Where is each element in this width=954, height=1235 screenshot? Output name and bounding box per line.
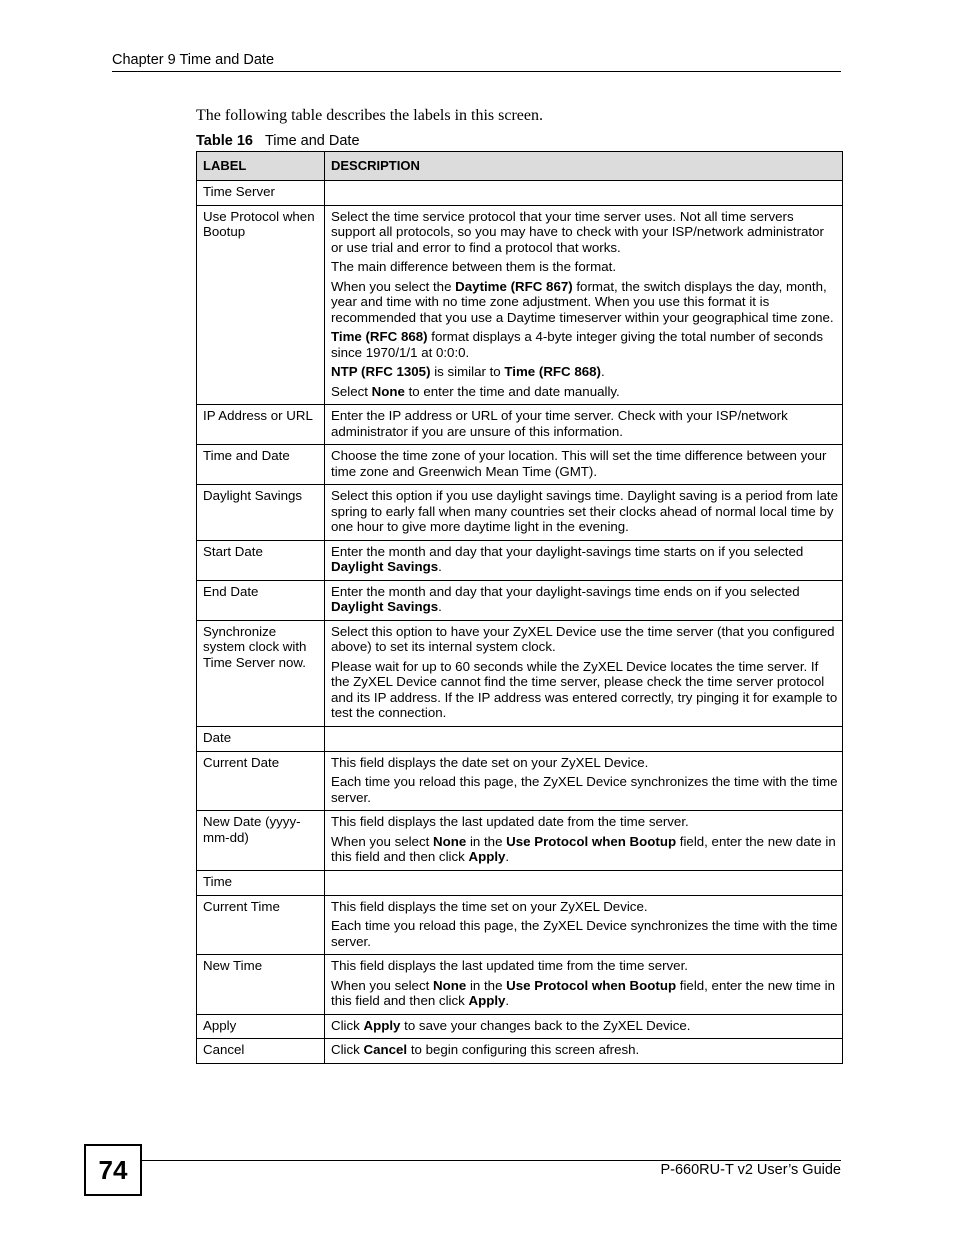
table-row bbox=[197, 1014, 843, 1039]
description-paragraph: This field displays the time set on your ZyXEL Device. bbox=[331, 898, 648, 914]
row-label: New Date (yyyy-mm-dd) bbox=[197, 811, 325, 871]
description-paragraph: Select None to enter the time and date manually. bbox=[331, 383, 620, 399]
intro-paragraph: The following table describes the labels in this screen. bbox=[196, 107, 544, 124]
row-label: Time bbox=[197, 870, 325, 895]
table-row bbox=[197, 955, 843, 1015]
row-description bbox=[325, 955, 843, 1015]
page-number: 74 bbox=[84, 1144, 142, 1196]
table-row bbox=[197, 180, 843, 205]
row-description bbox=[325, 580, 843, 620]
description-paragraph: Enter the month and day that your daylight-savings time ends on if you selected Daylight Savings. bbox=[331, 583, 800, 614]
row-description bbox=[325, 895, 843, 955]
description-paragraph: Enter the IP address or URL of your time server. Check with your ISP/network administrator if you are unsure of this information. bbox=[331, 408, 788, 439]
header-divider bbox=[112, 71, 841, 72]
row-label: Date bbox=[197, 726, 325, 751]
description-paragraph: This field displays the last updated time from the time server. bbox=[331, 958, 688, 973]
description-paragraph: Select the time service protocol that your time server uses. Not all time servers support all protocols, so you may have to check with your ISP/network administrator or use trial and error to find a protocol that works. bbox=[331, 208, 824, 255]
description-paragraph: When you select the Daytime (RFC 867) format, the switch displays the day, month, year and time with no time zone adjustment. When you use this format it is recommended that you use a Daytime timeserver within your geographical time zone. bbox=[331, 278, 834, 325]
description-paragraph: NTP (RFC 1305) is similar to Time (RFC 868). bbox=[331, 364, 605, 379]
table-row bbox=[197, 485, 843, 541]
row-label: Current Time bbox=[197, 895, 325, 955]
description-paragraph: Select this option to have your ZyXEL Device use the time server (that you configured above) to set its internal system clock. bbox=[331, 623, 835, 654]
footer-divider bbox=[140, 1160, 841, 1161]
row-description bbox=[325, 540, 843, 580]
table-row bbox=[197, 811, 843, 871]
table-row bbox=[197, 445, 843, 485]
table-title: Time and Date bbox=[264, 133, 360, 149]
table-row bbox=[197, 540, 843, 580]
table-header-row bbox=[197, 152, 843, 181]
label-column-header: LABEL bbox=[197, 152, 325, 181]
row-label: Cancel bbox=[197, 1039, 325, 1064]
row-description bbox=[325, 1039, 843, 1064]
row-label: Time and Date bbox=[197, 445, 325, 485]
description-paragraph: When you select None in the Use Protocol when Bootup field, enter the new date in this field and then click Apply. bbox=[331, 833, 836, 864]
row-description bbox=[325, 751, 843, 811]
time-date-table bbox=[196, 151, 843, 1064]
guide-title: P-660RU-T v2 User’s Guide bbox=[660, 1162, 841, 1178]
table-row bbox=[197, 580, 843, 620]
row-description bbox=[325, 485, 843, 541]
table-row bbox=[197, 870, 843, 895]
row-description bbox=[325, 405, 843, 445]
table-row bbox=[197, 405, 843, 445]
row-label: New Time bbox=[197, 955, 325, 1015]
description-paragraph: Click Cancel to begin configuring this screen afresh. bbox=[331, 1042, 640, 1057]
row-label: Time Server bbox=[197, 180, 325, 205]
description-paragraph: Choose the time zone of your location. This will set the time difference between your time zone and Greenwich Mean Time (GMT). bbox=[331, 448, 827, 479]
row-label: Apply bbox=[197, 1014, 325, 1039]
row-description bbox=[325, 205, 843, 405]
table-row bbox=[197, 1039, 843, 1064]
description-paragraph: Enter the month and day that your daylight-savings time starts on if you selected Daylight Savings. bbox=[331, 543, 804, 574]
row-label: Daylight Savings bbox=[197, 485, 325, 541]
description-paragraph: The main difference between them is the format. bbox=[331, 259, 617, 274]
description-column-header: DESCRIPTION bbox=[325, 152, 843, 181]
table-row bbox=[197, 895, 843, 955]
table-number: Table 16 bbox=[196, 133, 253, 149]
table-row bbox=[197, 205, 843, 405]
description-paragraph: Click Apply to save your changes back to the ZyXEL Device. bbox=[331, 1017, 691, 1033]
description-paragraph: Select this option if you use daylight savings time. Daylight saving is a period from late spring to early fall when many countries set their clocks ahead of normal local time by one hour to give more daytime light in the evening. bbox=[331, 488, 839, 534]
description-paragraph: This field displays the date set on your ZyXEL Device. bbox=[331, 754, 649, 770]
row-description bbox=[325, 620, 843, 726]
row-label: Current Date bbox=[197, 751, 325, 811]
table-caption bbox=[196, 133, 360, 149]
row-description bbox=[325, 811, 843, 871]
row-label: Start Date bbox=[197, 540, 325, 580]
row-label: Use Protocol when Bootup bbox=[197, 205, 325, 405]
description-paragraph: This field displays the last updated date from the time server. bbox=[331, 814, 689, 829]
description-paragraph: Time (RFC 868) format displays a 4-byte integer giving the total number of seconds since 1970/1/1 at 0:0:0. bbox=[331, 329, 823, 360]
row-label: Synchronize system clock with Time Server now. bbox=[197, 620, 325, 726]
row-description bbox=[325, 180, 843, 205]
row-description bbox=[325, 445, 843, 485]
description-paragraph: When you select None in the Use Protocol when Bootup field, enter the new time in this field and then click Apply. bbox=[331, 977, 835, 1008]
description-paragraph: Each time you reload this page, the ZyXEL Device synchronizes the time with the time server. bbox=[331, 774, 838, 805]
table-row bbox=[197, 620, 843, 726]
description-paragraph: Please wait for up to 60 seconds while the ZyXEL Device locates the time server. If the ZyXEL Device cannot find the time server, please check the time server protocol and its IP address. If the IP address was entered correctly, try pinging it for example to test the connection. bbox=[331, 658, 838, 720]
description-paragraph: Each time you reload this page, the ZyXEL Device synchronizes the time with the time server. bbox=[331, 918, 838, 949]
table-row bbox=[197, 726, 843, 751]
table-body bbox=[197, 180, 843, 1063]
row-description bbox=[325, 870, 843, 895]
row-label: IP Address or URL bbox=[197, 405, 325, 445]
row-description bbox=[325, 1014, 843, 1039]
row-label: End Date bbox=[197, 580, 325, 620]
row-description bbox=[325, 726, 843, 751]
table-row bbox=[197, 751, 843, 811]
chapter-header: Chapter 9 Time and Date bbox=[112, 52, 275, 68]
